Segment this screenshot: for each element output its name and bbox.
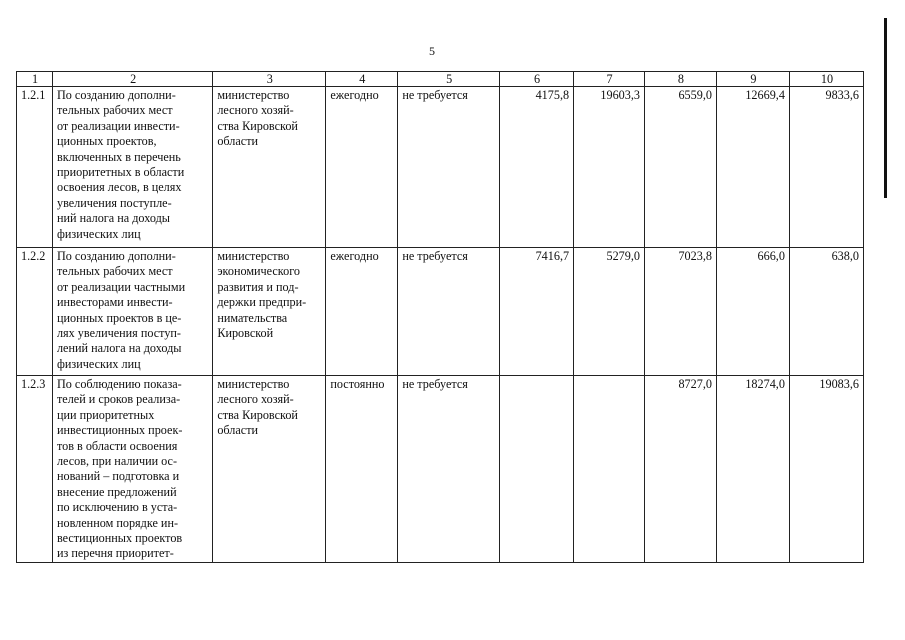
responsible-executor-line: ства Кировской xyxy=(217,407,298,422)
responsible-executor xyxy=(213,248,326,376)
measure-description-line: физических лиц xyxy=(56,356,141,371)
value-v10: 638,0 xyxy=(789,248,863,376)
value-v7: 19603,3 xyxy=(574,87,645,248)
responsible-executor-line: лесного хозяй- xyxy=(217,392,294,407)
measure-description-line: лений налога на доходы xyxy=(56,341,182,356)
measure-description-line: от реализации инвести- xyxy=(56,118,180,133)
measure-description-line: от реализации частными xyxy=(56,279,186,294)
responsible-executor-line: нимательства xyxy=(217,310,288,325)
value-v6 xyxy=(500,376,574,563)
responsible-executor xyxy=(213,376,326,563)
measure-description-line: нований – подготовка и xyxy=(56,469,180,484)
value-v6: 7416,7 xyxy=(500,248,574,376)
implementation-period: постоянно xyxy=(326,376,398,563)
measure-description-line: По соблюдению показа- xyxy=(56,377,182,391)
row-index: 1.2.3 xyxy=(17,376,53,563)
measure-description-line: новленном порядке ин- xyxy=(56,515,179,530)
measure-description-line: лях увеличения поступ- xyxy=(56,326,181,341)
value-v10: 19083,6 xyxy=(789,376,863,563)
measure-description-line: ционных проектов в це- xyxy=(56,310,182,325)
measure-description-line: ний налога на доходы xyxy=(56,211,170,226)
margin-binding-line xyxy=(884,18,887,198)
value-v6: 4175,8 xyxy=(500,87,574,248)
row-index: 1.2.2 xyxy=(17,248,53,376)
funding-source: не требуется xyxy=(398,87,500,248)
table-row xyxy=(17,248,864,376)
measure-description-line: приоритетных в области xyxy=(56,165,185,180)
column-number-header-row xyxy=(17,72,864,87)
measure-description-line: внесение предложений xyxy=(56,484,177,499)
header-cell: 5 xyxy=(398,72,500,87)
header-cell: 3 xyxy=(213,72,326,87)
measure-description-line: телей и сроков реализа- xyxy=(56,392,181,407)
responsible-executor-line: министерство xyxy=(217,377,290,391)
header-cell: 1 xyxy=(17,72,53,87)
measure-description-line: ционных проектов, xyxy=(56,134,157,149)
responsible-executor xyxy=(213,87,326,248)
value-v9: 666,0 xyxy=(716,248,789,376)
measure-description xyxy=(52,87,212,248)
measure-description-line: физических лиц xyxy=(56,226,141,241)
measure-description-line: вестиционных проектов xyxy=(56,531,183,546)
responsible-executor-line: лесного хозяй- xyxy=(217,103,294,118)
measure-description xyxy=(52,248,212,376)
value-v10: 9833,6 xyxy=(789,87,863,248)
measure-description-line: из перечня приоритет- xyxy=(56,546,174,561)
responsible-executor-line: держки предпри- xyxy=(217,295,307,310)
measures-table xyxy=(16,71,864,563)
header-cell: 6 xyxy=(500,72,574,87)
measure-description-line: инвесторами инвести- xyxy=(56,295,173,310)
measure-description-line: тельных рабочих мест xyxy=(56,264,173,279)
header-cell: 2 xyxy=(52,72,212,87)
measure-description-line: ции приоритетных xyxy=(56,407,155,422)
header-cell: 4 xyxy=(326,72,398,87)
table-row xyxy=(17,376,864,563)
value-v8: 7023,8 xyxy=(645,248,717,376)
responsible-executor-line: ства Кировской xyxy=(217,118,298,133)
measure-description-line: лесов, при наличии ос- xyxy=(56,454,178,469)
value-v8: 8727,0 xyxy=(645,376,717,563)
measure-description-line: По созданию дополни- xyxy=(56,249,176,263)
value-v9: 12669,4 xyxy=(716,87,789,248)
responsible-executor-line: министерство xyxy=(217,88,290,102)
measure-description-line: По созданию дополни- xyxy=(56,88,176,102)
value-v9: 18274,0 xyxy=(716,376,789,563)
measure-description-line: увеличения поступле- xyxy=(56,195,172,210)
measure-description-line: включенных в перечень xyxy=(56,149,181,164)
value-v7: 5279,0 xyxy=(574,248,645,376)
measure-description-line: тельных рабочих мест xyxy=(56,103,173,118)
responsible-executor-line: области xyxy=(217,423,259,438)
header-cell: 9 xyxy=(716,72,789,87)
table-row xyxy=(17,87,864,248)
value-v7 xyxy=(574,376,645,563)
responsible-executor-line: развития и под- xyxy=(217,279,299,294)
page-number: 5 xyxy=(429,44,435,58)
measure-description-line: освоения лесов, в целях xyxy=(56,180,182,195)
responsible-executor-line: министерство xyxy=(217,249,290,263)
implementation-period: ежегодно xyxy=(326,248,398,376)
measure-description-line: инвестиционных проек- xyxy=(56,423,183,438)
funding-source: не требуется xyxy=(398,376,500,563)
value-v8: 6559,0 xyxy=(645,87,717,248)
measure-description-line: тов в области освоения xyxy=(56,438,178,453)
header-cell: 7 xyxy=(574,72,645,87)
funding-source: не требуется xyxy=(398,248,500,376)
implementation-period: ежегодно xyxy=(326,87,398,248)
row-index: 1.2.1 xyxy=(17,87,53,248)
header-cell: 8 xyxy=(645,72,717,87)
responsible-executor-line: экономического xyxy=(217,264,300,279)
responsible-executor-line: Кировской xyxy=(217,326,274,341)
measure-description xyxy=(52,376,212,563)
measure-description-line: по исключению в уста- xyxy=(56,500,178,515)
responsible-executor-line: области xyxy=(217,134,259,149)
header-cell: 10 xyxy=(789,72,863,87)
